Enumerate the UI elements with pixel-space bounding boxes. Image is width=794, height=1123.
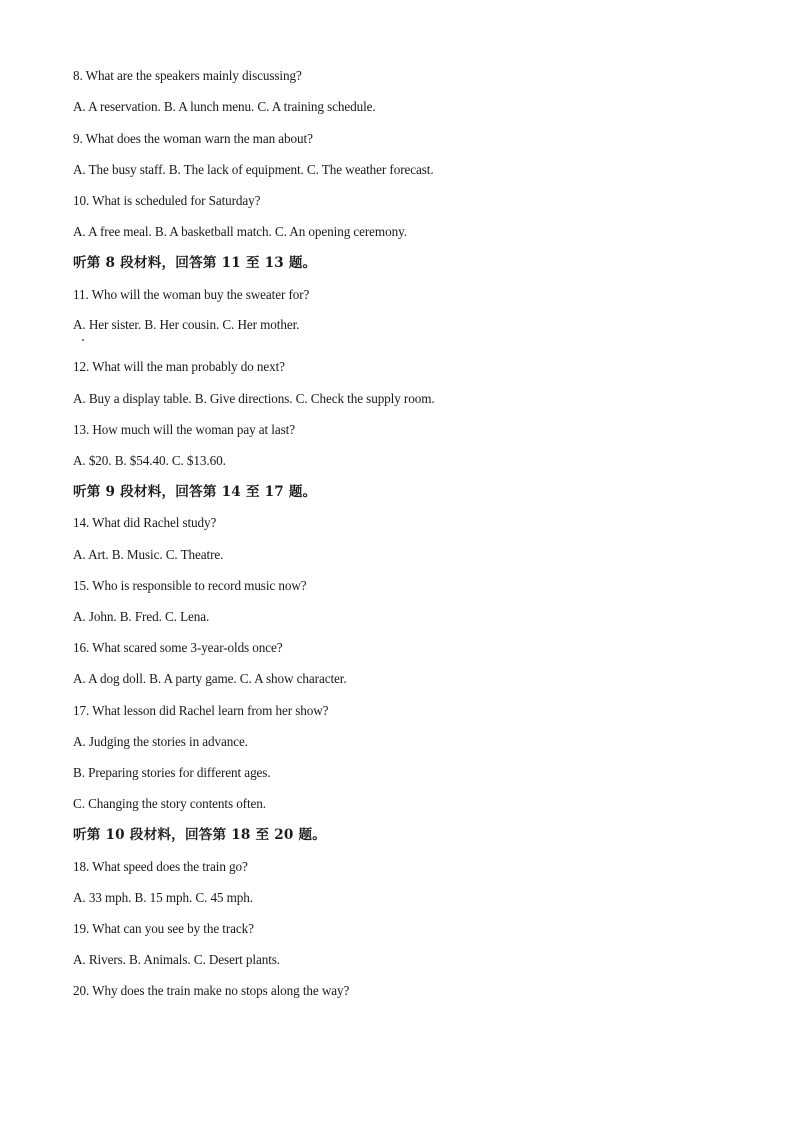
question-8: 8. What are the speakers mainly discussing? [73,68,302,83]
question-12: 12. What will the man probably do next? [73,359,285,374]
options-15: A. John. B. Fred. C. Lena. [73,609,210,624]
question-9: 9. What does the woman warn the man about? [73,131,313,146]
options-11: A. Her sister. B. Her cousin. C. Her mother. [73,317,300,332]
question-16: 16. What scared some 3-year-olds once? [73,640,283,655]
options-8: A. A reservation. B. A lunch menu. C. A training schedule. [73,99,376,114]
options-19: A. Rivers. B. Animals. C. Desert plants. [73,952,280,967]
options-10: A. A free meal. B. A basketball match. C. An opening ceremony. [73,224,407,239]
question-18: 18. What speed does the train go? [73,859,248,874]
option-17a: A. Judging the stories in advance. [73,734,248,749]
options-14: A. Art. B. Music. C. Theatre. [73,547,224,562]
question-20: 20. Why does the train make no stops along the way? [73,983,350,998]
options-13: A. $20. B. $54.40. C. $13.60. [73,453,226,468]
question-13: 13. How much will the woman pay at last? [73,422,295,437]
question-10: 10. What is scheduled for Saturday? [73,193,261,208]
question-17: 17. What lesson did Rachel learn from her show? [73,703,329,718]
section-heading-8: 听第 8 段材料，回答第 11 至 13 题。 [73,255,317,271]
options-18: A. 33 mph. B. 15 mph. C. 45 mph. [73,890,253,905]
option-17b: B. Preparing stories for different ages. [73,765,271,780]
stray-dot-mark [82,339,84,341]
options-16: A. A dog doll. B. A party game. C. A show character. [73,671,347,686]
question-19: 19. What can you see by the track? [73,921,254,936]
section-heading-9: 听第 9 段材料，回答第 14 至 17 题。 [73,484,317,500]
question-15: 15. Who is responsible to record music now? [73,578,307,593]
section-heading-10: 听第 10 段材料，回答第 18 至 20 题。 [73,827,327,843]
options-9: A. The busy staff. B. The lack of equipment. C. The weather forecast. [73,162,434,177]
question-11: 11. Who will the woman buy the sweater for? [73,287,310,302]
question-14: 14. What did Rachel study? [73,515,217,530]
option-17c: C. Changing the story contents often. [73,796,266,811]
options-12: A. Buy a display table. B. Give directions. C. Check the supply room. [73,391,435,406]
